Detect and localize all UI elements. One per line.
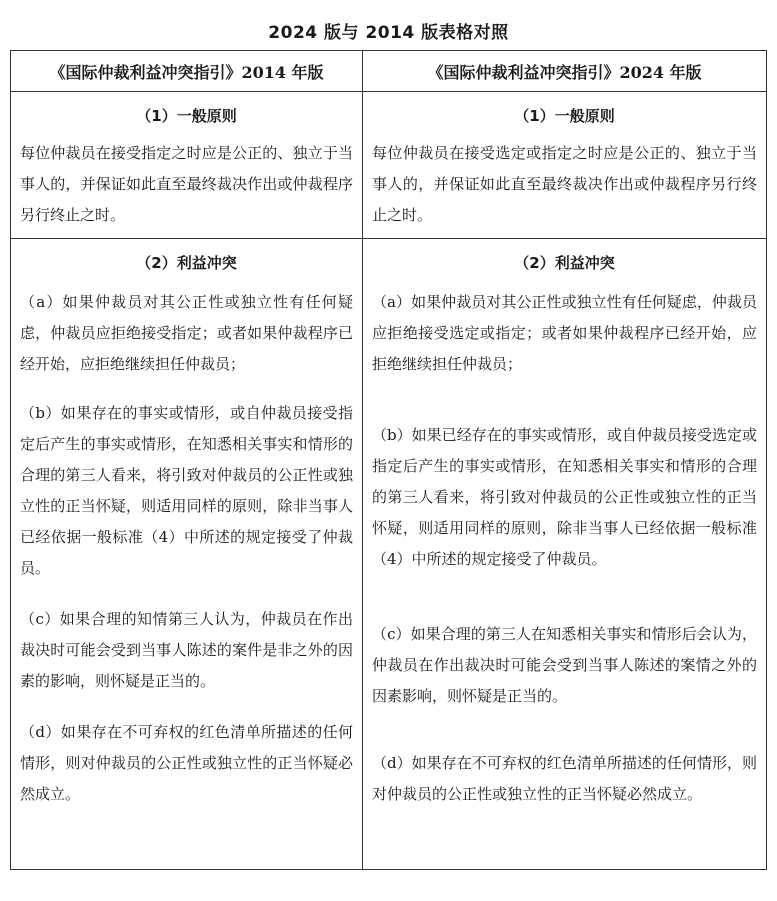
cell-2024-general-principle xyxy=(363,92,767,239)
column-header-2014: 《国际仲裁利益冲突指引》2014 年版 xyxy=(11,51,363,92)
paragraph-c: （c）如果合理的知情第三人认为，仲裁员在作出裁决时可能会受到当事人陈述的案件是非之外的因素的影响，则怀疑是正当的。 xyxy=(20,610,353,690)
comparison-table xyxy=(10,50,767,870)
cell-2014-general-principle xyxy=(11,92,363,239)
cell-2014-conflict-of-interest xyxy=(11,239,363,870)
cell-2024-conflict-of-interest xyxy=(363,239,767,870)
paragraph-d: （d）如果存在不可弃权的红色清单所描述的任何情形，则对仲裁员的公正性或独立性的正当怀疑必然成立。 xyxy=(372,754,757,803)
paragraph: 每位仲裁员在接受选定或指定之时应是公正的、独立于当事人的，并保证如此直至最终裁决作出或仲裁程序另行终止之时。 xyxy=(372,144,757,224)
section-heading: （1）一般原则 xyxy=(136,107,237,125)
paragraph-b: （b）如果存在的事实或情形，或自仲裁员接受指定后产生的事实或情形，在知悉相关事实和情形的合理的第三人看来，将引致对仲裁员的公正性或独立性的正当怀疑，则适用同样的原则，除非当事人已经依据一般标准（4）中所述的规定接受了仲裁员。 xyxy=(20,404,353,577)
paragraph-c: （c）如果合理的第三人在知悉相关事实和情形后会认为，仲裁员在作出裁决时可能会受到当事人陈述的案情之外的因素影响，则怀疑是正当的。 xyxy=(372,625,757,705)
page-title: 2024 版与 2014 版表格对照 xyxy=(268,23,509,43)
paragraph-d: （d）如果存在不可弃权的红色清单所描述的任何情形，则对仲裁员的公正性或独立性的正当怀疑必然成立。 xyxy=(20,723,353,803)
section-heading: （2）利益冲突 xyxy=(136,254,237,272)
column-header-2024: 《国际仲裁利益冲突指引》2024 年版 xyxy=(363,51,767,92)
paragraph-a: （a）如果仲裁员对其公正性或独立性有任何疑虑，仲裁员应拒绝接受选定或指定；或者如果仲裁程序已经开始，应拒绝继续担任仲裁员； xyxy=(372,293,757,373)
table-row-conflict-of-interest xyxy=(11,239,767,870)
section-heading: （2）利益冲突 xyxy=(514,254,615,272)
header-row xyxy=(11,51,767,92)
paragraph-a: （a）如果仲裁员对其公正性或独立性有任何疑虑，仲裁员应拒绝接受指定；或者如果仲裁程序已经开始，应拒绝继续担任仲裁员； xyxy=(20,293,353,373)
paragraph: 每位仲裁员在接受指定之时应是公正的、独立于当事人的，并保证如此直至最终裁决作出或仲裁程序另行终止之时。 xyxy=(20,144,353,224)
paragraph-b: （b）如果已经存在的事实或情形，或自仲裁员接受选定或指定后产生的事实或情形，在知悉相关事实和情形的合理的第三人看来，将引致对仲裁员的公正性或独立性的正当怀疑，则适用同样的原则，除非当事人已经依据一般标准（4）中所述的规定接受了仲裁员。 xyxy=(372,426,757,568)
table-row-general-principle xyxy=(11,92,767,239)
section-heading: （1）一般原则 xyxy=(514,107,615,125)
